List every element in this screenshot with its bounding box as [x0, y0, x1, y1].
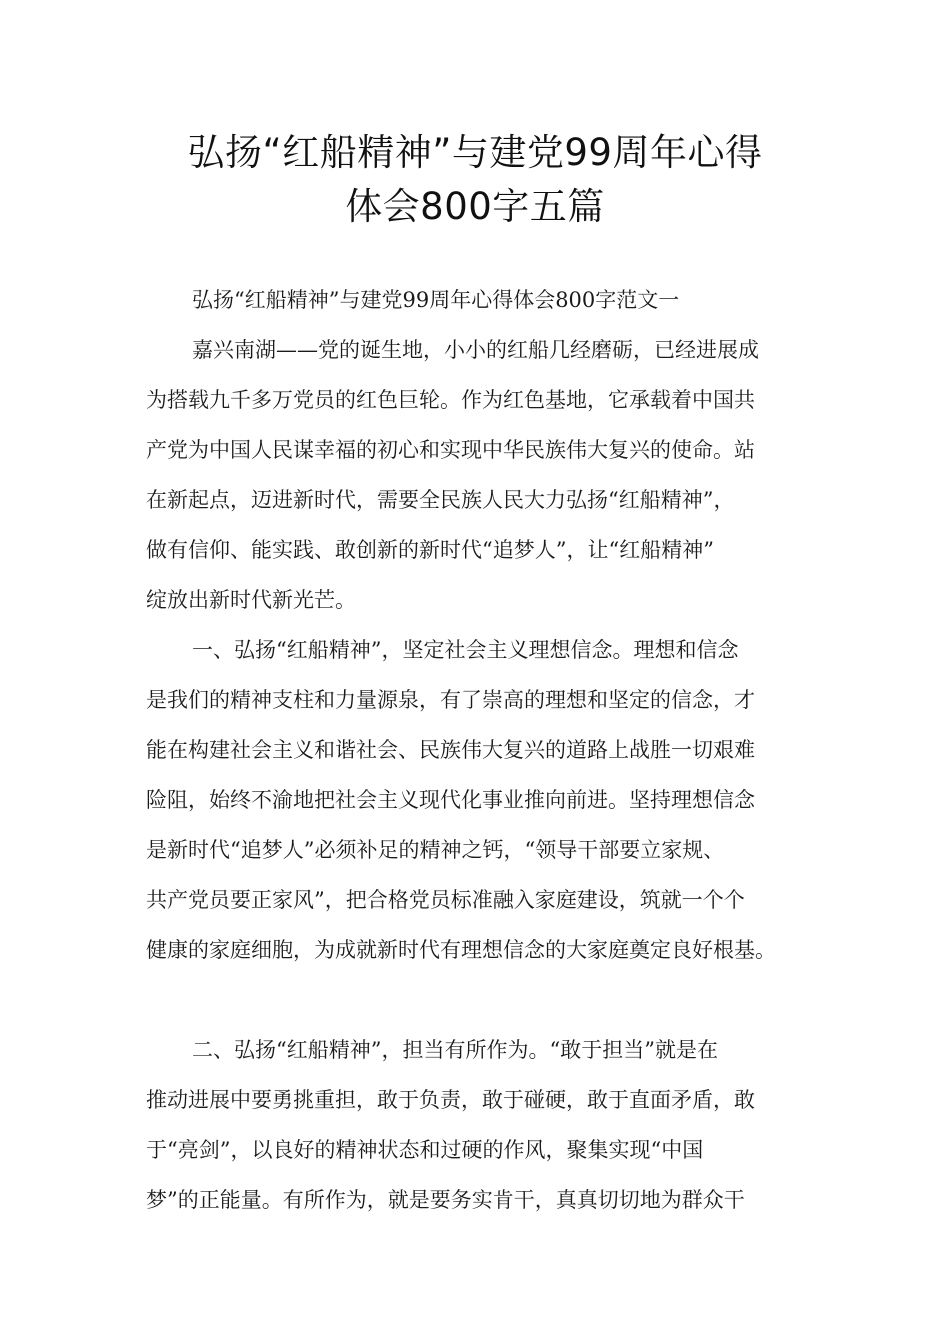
- paragraph-3-line: 于“亮剑”，以良好的精神状态和过硬的作风，聚集实现“中国: [146, 1138, 704, 1162]
- paragraph-3-line: 推动进展中要勇挑重担，敢于负责，敢于碰硬，敢于直面矛盾，敢: [146, 1088, 755, 1112]
- title-line-1: 弘扬“红船精神”与建党99周年心得: [187, 131, 763, 174]
- paragraph-1-line: 嘉兴南湖——党的诞生地，小小的红船几经磨砺，已经进展成: [192, 338, 759, 362]
- paragraph-1-line: 产党为中国人民谋幸福的初心和实现中华民族伟大复兴的使命。站: [146, 438, 755, 462]
- paragraph-2-line: 共产党员要正家风”，把合格党员标准融入家庭建设，筑就一个个: [146, 888, 745, 912]
- paragraph-2-line: 是我们的精神支柱和力量源泉，有了崇高的理想和坚定的信念，才: [146, 688, 755, 712]
- paragraph-2-line: 能在构建社会主义和谐社会、民族伟大复兴的道路上战胜一切艰难: [146, 738, 755, 762]
- paragraph-3-line: 梦”的正能量。有所作为，就是要务实肯干，真真切切地为群众干: [146, 1188, 745, 1212]
- paragraph-2-line: 一、弘扬“红船精神”，坚定社会主义理想信念。理想和信念: [192, 638, 739, 662]
- paragraph-1-line: 在新起点，迈进新时代，需要全民族人民大力弘扬“红船精神”，: [146, 488, 735, 512]
- paragraph-2-line: 健康的家庭细胞，为成就新时代有理想信念的大家庭奠定良好根基。: [146, 938, 776, 962]
- document-title: [100, 126, 850, 234]
- section-subtitle: 弘扬“红船精神”与建党99周年心得体会800字范文一: [192, 288, 680, 312]
- paragraph-3-line: 二、弘扬“红船精神”，担当有所作为。“敢于担当”就是在: [192, 1038, 718, 1062]
- title-line-2: 体会800字五篇: [345, 185, 605, 228]
- paragraph-1-line: 为搭载九千多万党员的红色巨轮。作为红色基地，它承载着中国共: [146, 388, 755, 412]
- paragraph-2-line: 是新时代“追梦人”必须补足的精神之钙，“领导干部要立家规、: [146, 838, 725, 862]
- paragraph-1-line: 绽放出新时代新光芒。: [146, 588, 356, 612]
- paragraph-1-line: 做有信仰、能实践、敢创新的新时代“追梦人”，让“红船精神”: [146, 538, 714, 562]
- paragraph-2-line: 险阻，始终不渝地把社会主义现代化事业推向前进。坚持理想信念: [146, 788, 755, 812]
